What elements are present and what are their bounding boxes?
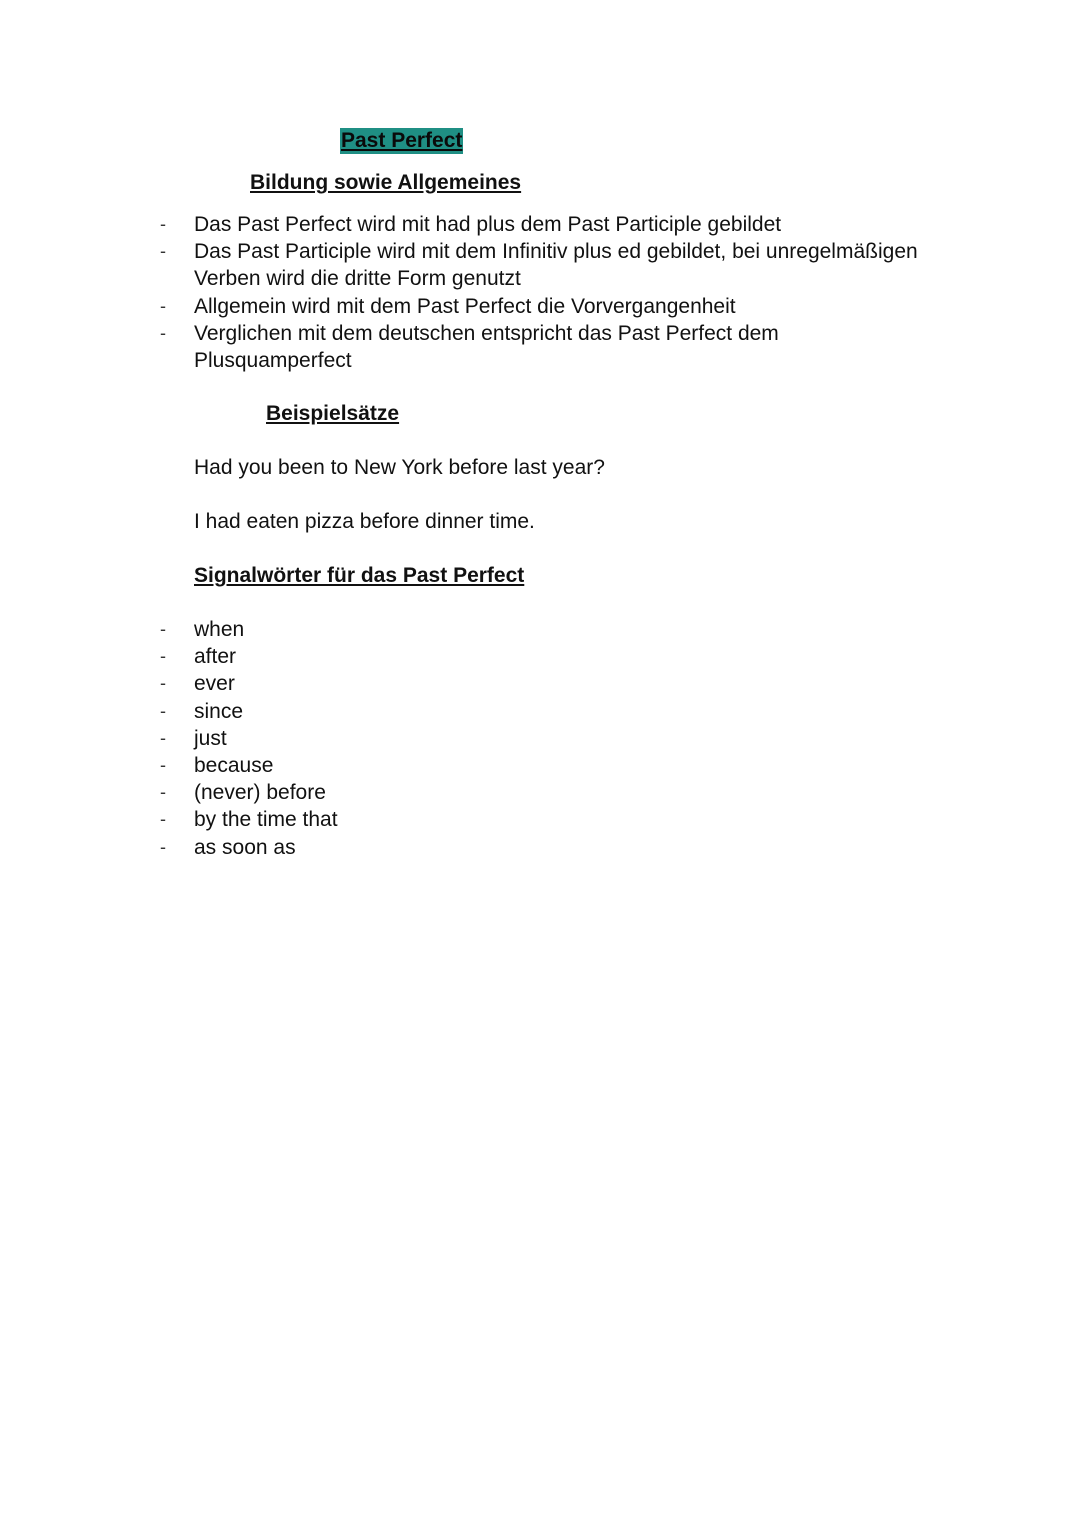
signal-word: when [194, 618, 245, 641]
list-item [160, 725, 594, 752]
bullet-text: Das Past Participle wird mit dem Infinitiv plus ed gebildet, bei unregelmäßigen Verben wird die dritte Form genutzt [194, 240, 918, 291]
list-item [160, 752, 594, 779]
bullet-dash: - [160, 241, 166, 262]
heading-signal-words: Signalwörter für das Past Perfect [194, 564, 525, 587]
list-item [160, 779, 594, 806]
list-item [160, 834, 594, 861]
signal-word: after [194, 645, 237, 669]
signal-word: by the time that [194, 808, 338, 832]
bullet-text: Allgemein wird mit dem Past Perfect die Vorvergangenheit [194, 294, 736, 318]
bullet-dash: - [160, 809, 166, 830]
signal-word: since [194, 699, 244, 723]
heading-examples: Beispielsätze [266, 402, 400, 425]
example-sentence: I had eaten pizza before dinner time. [194, 510, 535, 533]
list-item [160, 616, 594, 643]
bullet-dash: - [160, 619, 166, 639]
list-item [160, 670, 594, 697]
signal-word: as soon as [194, 835, 296, 859]
page-title: Past Perfect [341, 129, 463, 152]
bullet-dash: - [160, 295, 166, 316]
bullet-dash: - [160, 755, 166, 776]
heading-formation: Bildung sowie Allgemeines [250, 171, 522, 194]
bullet-dash: - [160, 673, 166, 694]
bullet-dash: - [160, 646, 166, 667]
bullet-dash: - [160, 214, 166, 234]
list-item [160, 806, 594, 833]
bullet-dash: - [160, 322, 166, 343]
list-item [160, 293, 954, 320]
bullet-dash: - [160, 782, 166, 803]
bullet-dash: - [160, 836, 166, 857]
signal-word-list [160, 616, 594, 861]
list-item [160, 320, 834, 374]
bullet-dash: - [160, 727, 166, 748]
list-item [160, 238, 954, 292]
signal-word: ever [194, 672, 235, 696]
signal-word: because [194, 754, 274, 778]
bullet-text: Verglichen mit dem deutschen entspricht das Past Perfect dem Plusquamperfect [194, 321, 779, 373]
list-item [160, 211, 954, 238]
signal-word: (never) before [194, 781, 326, 805]
formation-bullet-list [160, 211, 954, 374]
list-item [160, 643, 594, 670]
bullet-text: Das Past Perfect wird mit had plus dem Past Participle gebildet [194, 213, 782, 236]
example-sentence: Had you been to New York before last year? [194, 456, 605, 479]
signal-word: just [194, 726, 227, 750]
list-item [160, 698, 594, 725]
bullet-dash: - [160, 700, 166, 721]
